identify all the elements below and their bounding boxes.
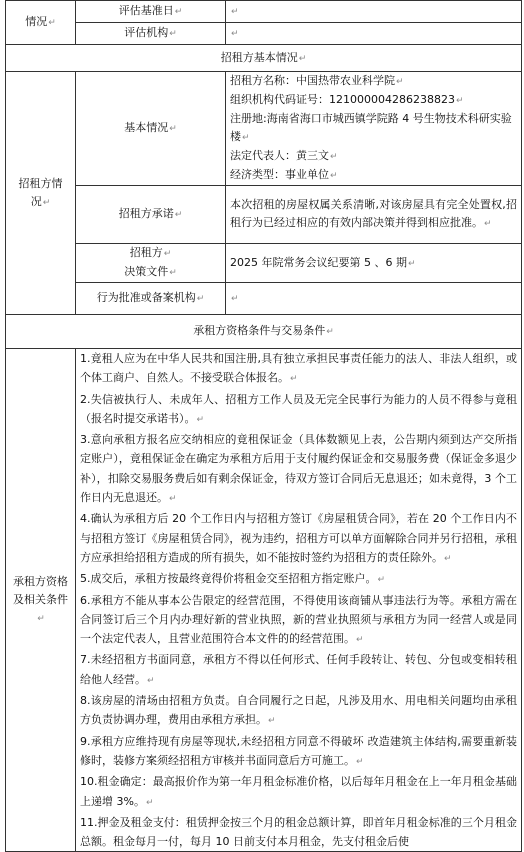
condition-item: 9.承租方应维持现有房屋等现状,未经招租方同意不得破坏 改造建筑主体结构,需要重新装修时，装修方案须经招租方审核并书面同意后方可施工。↵ — [80, 734, 517, 767]
condition-item: 11.押金及租金支付：租赁押金按三个月的租金总额计算，即首年月租金标准的三个月租金总额。租金每月一付，每月 10 日前支付本月租金，先支付租金后使 — [80, 815, 517, 849]
situation-label: 情况 — [25, 15, 48, 28]
lessor-name: 招租方名称：中国热带农业科学院 — [230, 74, 395, 87]
lessor-section-title: 招租方基本情况 — [220, 50, 298, 64]
eval-org-row — [6, 23, 522, 45]
condition-item: 5.成交后，承租方按最终竟得价将租金交至招租方指定账户。↵ — [80, 572, 386, 586]
condition-item: 7.未经招租方书面同意，承租方不得以任何形式、任何手段转让、转包、分包或变相转租给他人经营。↵ — [80, 653, 517, 686]
condition-item: 4.确认为承租方后 20 个工作日内与招租方签订《房屋租赁合同》，若在 20 个工作日内不与招租方签订《房屋租赁合同》，视为违约，招租方可以单方面解除合同并另行招租，承租方应承担给招租方造成的所有损失，如不能按时签约为招租方的责任除外。↵ — [80, 512, 517, 564]
decision-label-line1: 招租方 — [129, 246, 163, 259]
conditions-left-label: 承租方资格及相关条件 — [13, 574, 68, 606]
condition-item: 8.该房屋的清场由招租方负责。自合同履行之日起，凡涉及用水、用电相关问题均由承租方负责协调办理，费用由承租方承担。↵ — [80, 694, 517, 727]
promise-text: 本次招租的房屋权属关系清晰,对该房屋具有完全处置权,招租行为已经过相应的有效内部决策并得到相应批准。 — [230, 198, 517, 229]
condition-item: 10.租金确定：最高报价作为第一年月租金标准价格，以后每年月租金在上一年月租金基础上递增 3%。↵ — [80, 775, 517, 808]
basic-info-row — [6, 72, 522, 186]
eval-org-label: 评估机构 — [124, 26, 169, 39]
approval-label: 行为批准或备案机构 — [96, 291, 196, 304]
lessor-left-label-cell: 招租方情 况↵ — [6, 72, 76, 315]
economic-type: 经济类型：事业单位 — [230, 168, 329, 181]
eval-date-value: ↵ — [226, 1, 522, 23]
promise-label-cell: 招租方承诺↵ — [76, 186, 226, 244]
decision-value: 2025 年院常务会议纪要第 5 、6 期 — [230, 255, 407, 269]
promise-content: 本次招租的房屋权属关系清晰,对该房屋具有完全处置权,招租行为已经过相应的有效内部决策并得到相应批准。↵ — [226, 186, 522, 244]
basic-info-label: 基本情况 — [124, 121, 169, 134]
decision-label-line2: 决策文件 — [124, 265, 169, 278]
basic-info-label-cell: 基本情况↵ — [76, 72, 226, 186]
promise-row — [6, 186, 522, 244]
conditions-section-title-cell: 承租方资格条件与交易条件↵ — [6, 315, 522, 349]
lessor-section-title-cell: 招租方基本情况↵ — [6, 45, 522, 72]
org-code: 组织机构代码证号：121000004286238823 — [230, 93, 455, 106]
situation-cell: 情况↵ — [6, 1, 76, 45]
eval-date-label-cell: 评估基准日↵ — [76, 1, 226, 23]
eval-date-label: 评估基准日 — [118, 4, 174, 17]
condition-item: 2.失信被执行人、未成年人、招租方工作人员及无完全民事行为能力的人员不得参与竟租（报名时提交承诺书）。↵ — [80, 392, 517, 425]
lease-document-table — [5, 0, 522, 852]
approval-row — [6, 283, 522, 315]
legal-representative: 法定代表人：黄三文 — [230, 149, 329, 162]
approval-value-cell: ↵ — [226, 283, 522, 315]
condition-item: 1.竟租人应为在中华人民共和国注册,具有独立承担民事责任能力的法人、非法人组织，或个体工商户、自然人。不接受联合体报名。↵ — [80, 352, 517, 385]
eval-org-value: ↵ — [226, 23, 522, 45]
decision-row — [6, 244, 522, 283]
conditions-left-label-cell: 承租方资格及相关条件↵ — [6, 349, 76, 852]
conditions-row — [6, 349, 522, 852]
eval-date-row — [6, 1, 522, 23]
eval-org-label-cell: 评估机构↵ — [76, 23, 226, 45]
lessor-section-header-row — [6, 45, 522, 72]
basic-info-content: 招租方名称：中国热带农业科学院↵ 组织机构代码证号：121000004286238823↵ 注册地:海南省海口市城西镇学院路 4 号生物技术科研实验楼↵ 法定代表人：黄三文↵ 经济类型：事业单位↵ — [226, 72, 522, 186]
approval-label-cell: 行为批准或备案机构↵ — [76, 283, 226, 315]
conditions-section-title: 承租方资格条件与交易条件 — [193, 324, 326, 337]
conditions-section-header-row — [6, 315, 522, 349]
decision-label-cell: 招租方↵ 决策文件↵ — [76, 244, 226, 283]
condition-item: 3.意向承租方报名应交纳相应的竟租保证金（具体数额见上表，公告期内须到达产交所指定账户），竟租保证金在确定为承租方后用于支付履约保证金和交易服务费（保证金多退少补），扣除交易服务费后如有剩余保证金，待双方签订合同后无息退还；如未竟得，3 个工作日内无息退还。↵ — [80, 433, 517, 505]
conditions-content — [76, 349, 522, 852]
lessor-left-label: 招租方情 况 — [18, 176, 74, 208]
promise-label: 招租方承诺 — [118, 207, 174, 220]
registered-address: 注册地:海南省海口市城西镇学院路 4 号生物技术科研实验楼 — [230, 112, 512, 143]
condition-item: 6.承租方不能从事本公告限定的经营范围，不得使用该商铺从事违法行为等。承租方需在合同签订后三个月内办理好新的营业执照，新的营业执照须与承租方为同一经营人或是同一个法定代表人，且营业范围符合本文件的的经营范围。↵ — [80, 593, 517, 646]
decision-value-cell: 2025 年院常务会议纪要第 5 、6 期↵ — [226, 244, 522, 283]
